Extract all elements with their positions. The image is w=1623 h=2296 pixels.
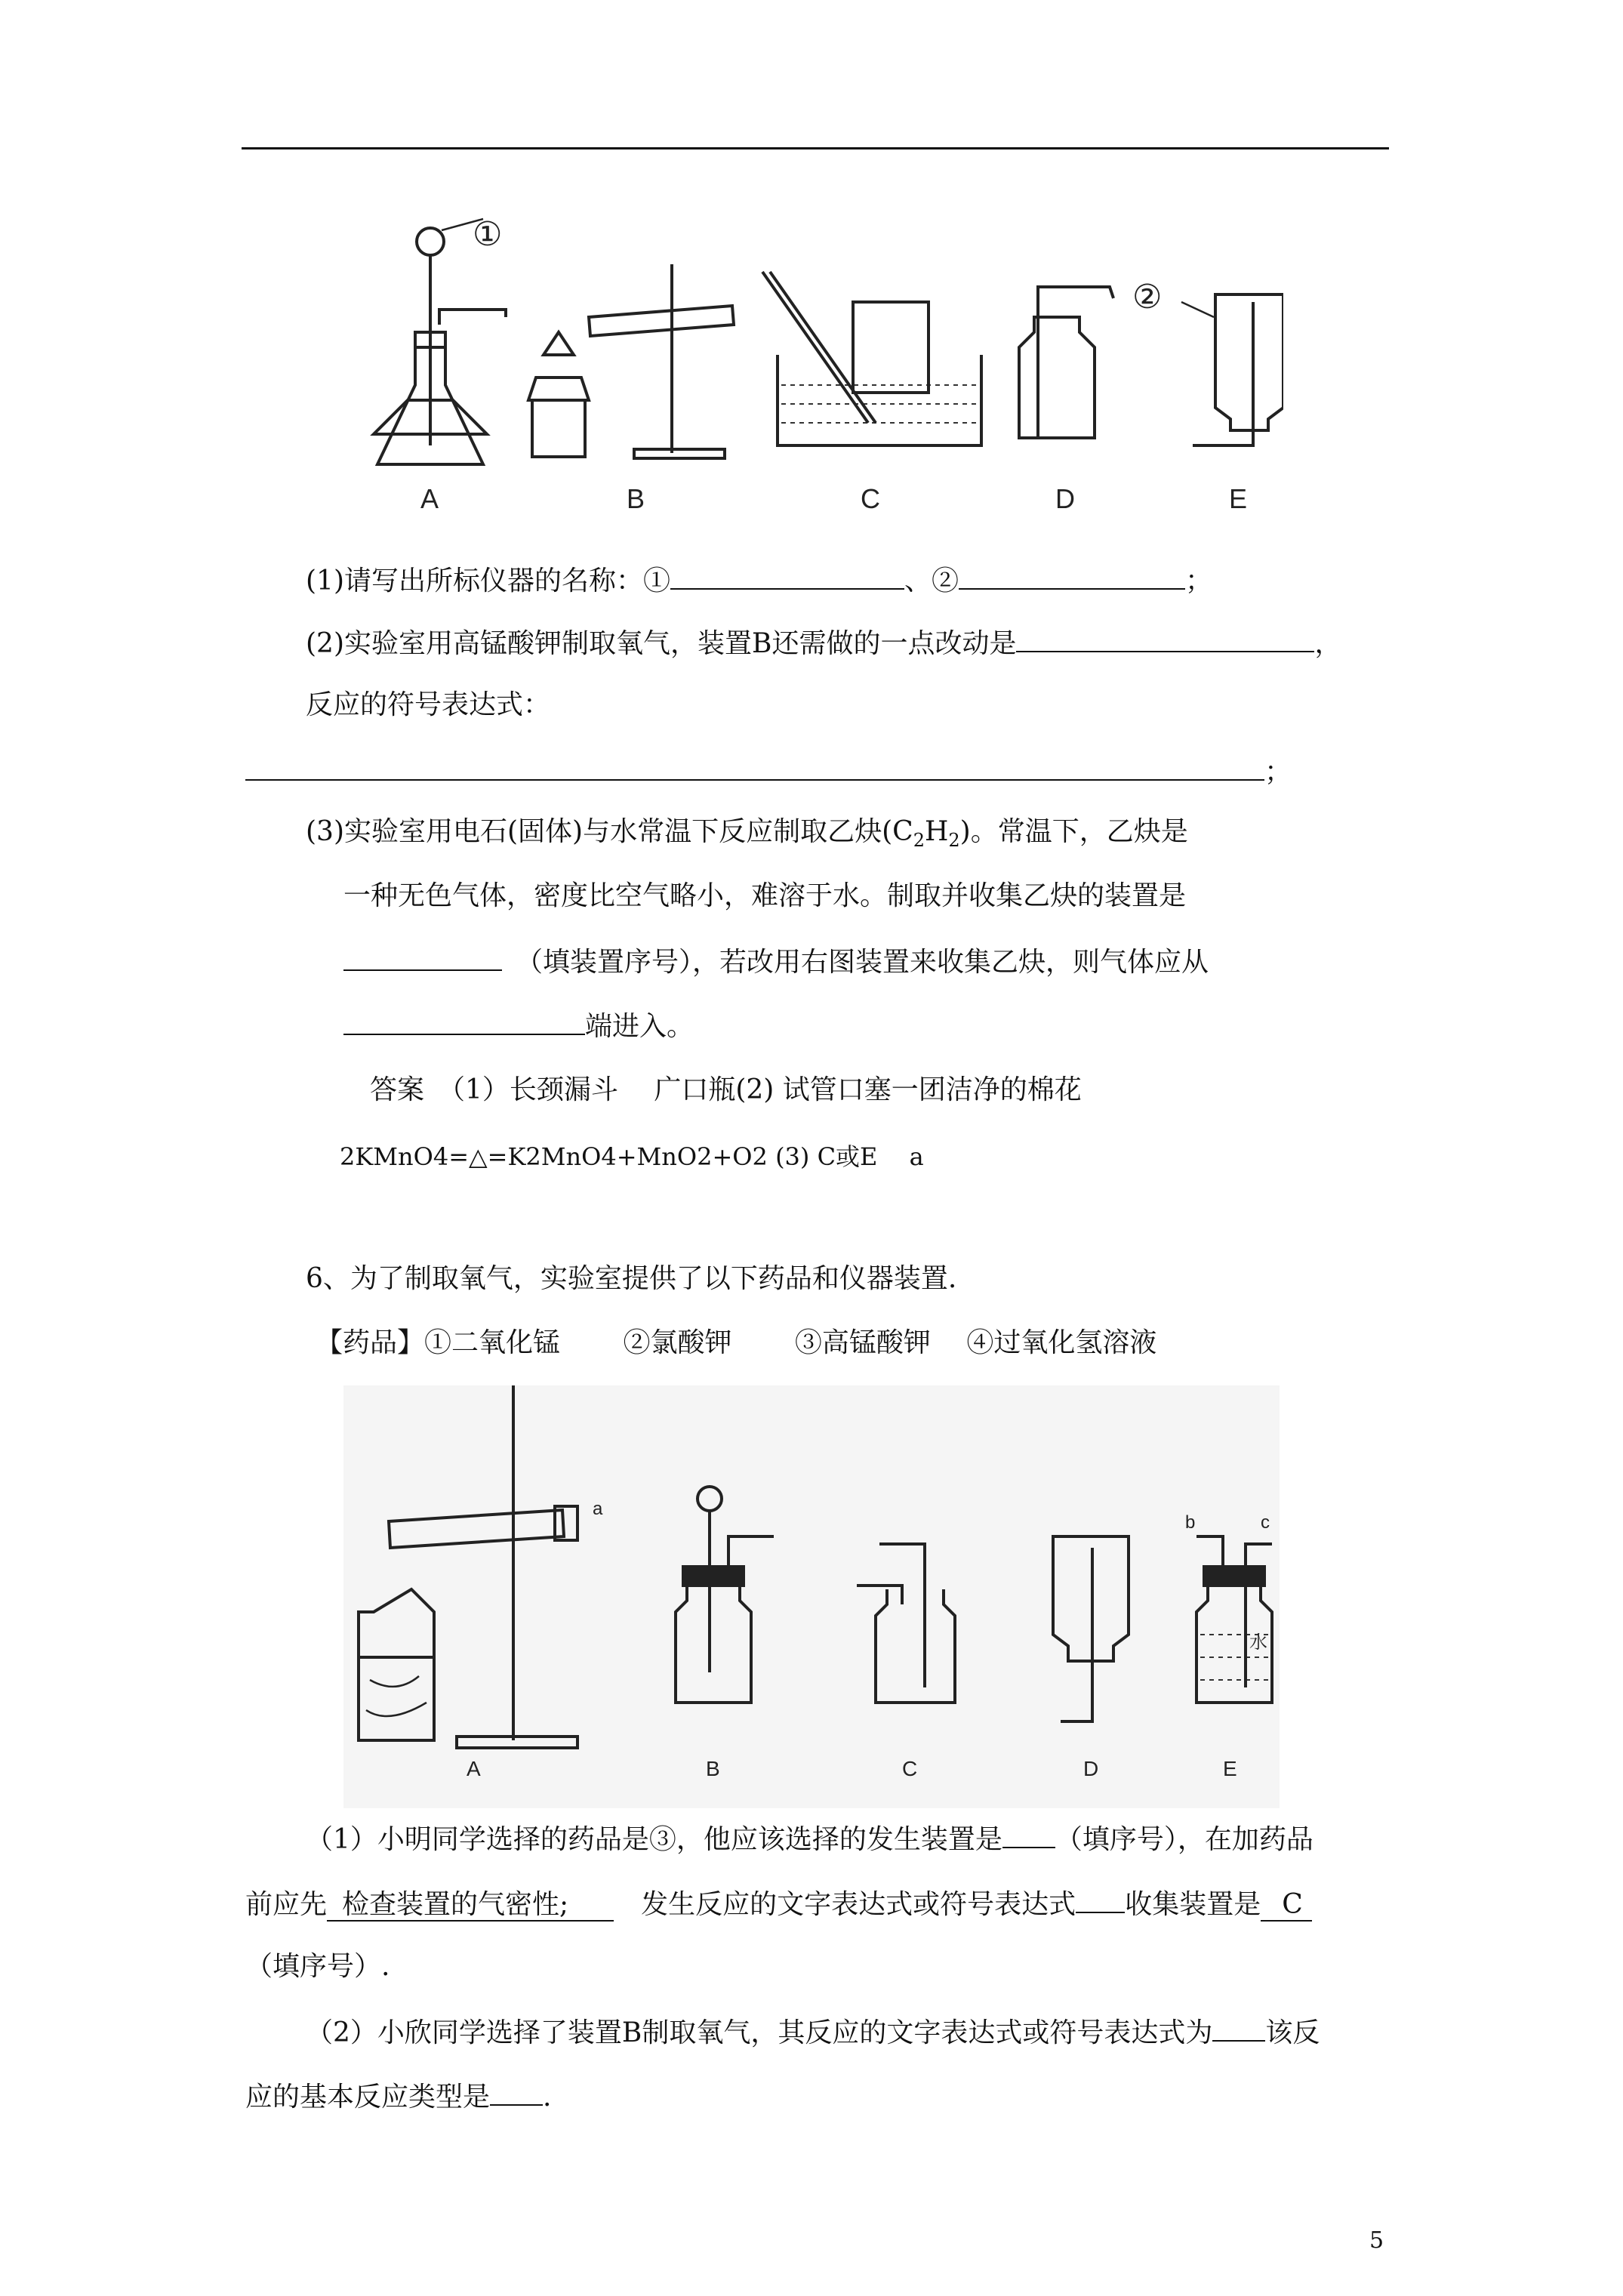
fig2-label-b: B bbox=[706, 1757, 720, 1780]
header-rule bbox=[242, 147, 1389, 149]
blank-2[interactable] bbox=[959, 562, 1185, 590]
blank-7[interactable] bbox=[1002, 1821, 1055, 1848]
apparatus-c bbox=[762, 272, 981, 445]
fig2-label-e: E bbox=[1223, 1757, 1237, 1780]
apparatus-figure-2 bbox=[343, 1385, 1280, 1808]
fig2-tag-a: a bbox=[593, 1499, 603, 1519]
fig1-label-d: D bbox=[1055, 483, 1075, 514]
q6-title: 6、为了制取氧气，实验室提供了以下药品和仪器装置. bbox=[306, 1263, 957, 1294]
q5-part3-line4: 端进入。 bbox=[343, 1008, 694, 1043]
fig2-label-d: D bbox=[1083, 1757, 1099, 1780]
fig2-tag-b: b bbox=[1185, 1512, 1196, 1533]
blank-5[interactable] bbox=[343, 944, 502, 971]
q6-part2-line2: 应的基本反应类型是 . bbox=[245, 2079, 551, 2114]
q6-part1-line3: （填序号）. bbox=[245, 1951, 390, 1982]
answer-airtightness: 检查装置的气密性; bbox=[327, 1889, 614, 1922]
fig2-apparatus-d bbox=[1053, 1536, 1129, 1721]
fig2-tag-water: 水 bbox=[1249, 1632, 1267, 1653]
q5-part2-line2: 反应的符号表达式： bbox=[306, 689, 551, 720]
q5-answer-line2: 2KMnO4=△=K2MnO4+MnO2+O2 (3) C或E a bbox=[340, 1142, 924, 1171]
apparatus-b bbox=[528, 264, 734, 458]
blank-10[interactable] bbox=[490, 2079, 543, 2106]
fig2-apparatus-e bbox=[1196, 1536, 1272, 1703]
q5-part3-line3: （填装置序号），若改用右图装置来收集乙炔，则气体应从 bbox=[343, 944, 1209, 979]
q5-part1: (1)请写出所标仪器的名称：① 、② ； bbox=[306, 562, 1212, 598]
marker-1: ① bbox=[473, 216, 503, 253]
blank-4[interactable] bbox=[245, 754, 1264, 781]
blank-3[interactable] bbox=[1016, 625, 1314, 652]
fig2-label-c: C bbox=[902, 1757, 918, 1780]
q6-drugs: 【药品】①二氧化锰 ②氯酸钾 ③高锰酸钾 ④过氧化氢溶液 bbox=[316, 1327, 1157, 1358]
q6-part1-line2: 前应先 检查装置的气密性; 发生反应的文字表达式或符号表达式 收集装置是 C bbox=[245, 1886, 1312, 1922]
apparatus-d bbox=[1019, 287, 1113, 438]
fig2-apparatus-b bbox=[676, 1487, 774, 1703]
apparatus-a bbox=[374, 219, 506, 464]
marker-2: ② bbox=[1132, 279, 1163, 316]
answer-collector: C bbox=[1261, 1889, 1312, 1922]
q6-part2-line1: （2）小欣同学选择了装置B制取氧气，其反应的文字表达式或符号表达式为 该反 bbox=[306, 2014, 1320, 2050]
q5-part2-line3: ； bbox=[245, 754, 1292, 789]
q6-part1-line1: （1）小明同学选择的药品是③，他应该选择的发生装置是 （填序号），在加药品 bbox=[306, 1821, 1313, 1857]
fig2-apparatus-a bbox=[359, 1385, 577, 1748]
apparatus-e bbox=[1181, 294, 1283, 445]
q5-part3-line2: 一种无色气体，密度比空气略小，难溶于水。制取并收集乙炔的装置是 bbox=[343, 880, 1187, 911]
blank-6[interactable] bbox=[343, 1008, 585, 1035]
apparatus-figure-2-drawing bbox=[343, 1385, 1280, 1808]
fig2-label-a: A bbox=[467, 1757, 481, 1780]
fig1-label-a: A bbox=[420, 483, 439, 514]
blank-1[interactable] bbox=[670, 562, 904, 590]
fig2-tag-c: c bbox=[1261, 1512, 1270, 1533]
q5-part2-line1: (2)实验室用高锰酸钾制取氧气，装置B还需做的一点改动是 ， bbox=[306, 625, 1341, 661]
page-number: 5 bbox=[1369, 2227, 1384, 2254]
blank-9[interactable] bbox=[1212, 2014, 1265, 2042]
fig1-label-c: C bbox=[861, 483, 880, 514]
fig1-label-e: E bbox=[1229, 483, 1248, 514]
q5-answer-line1: 答案 （1）长颈漏斗 广口瓶(2) 试管口塞一团洁净的棉花 bbox=[370, 1074, 1082, 1105]
fig2-apparatus-c bbox=[857, 1544, 955, 1703]
q5-part3-line1: (3)实验室用电石(固体)与水常温下反应制取乙炔$(C_2H_2)$。常温下，乙炔是 bbox=[306, 816, 1188, 852]
fig1-label-b: B bbox=[627, 483, 645, 514]
blank-8[interactable] bbox=[1076, 1886, 1125, 1913]
